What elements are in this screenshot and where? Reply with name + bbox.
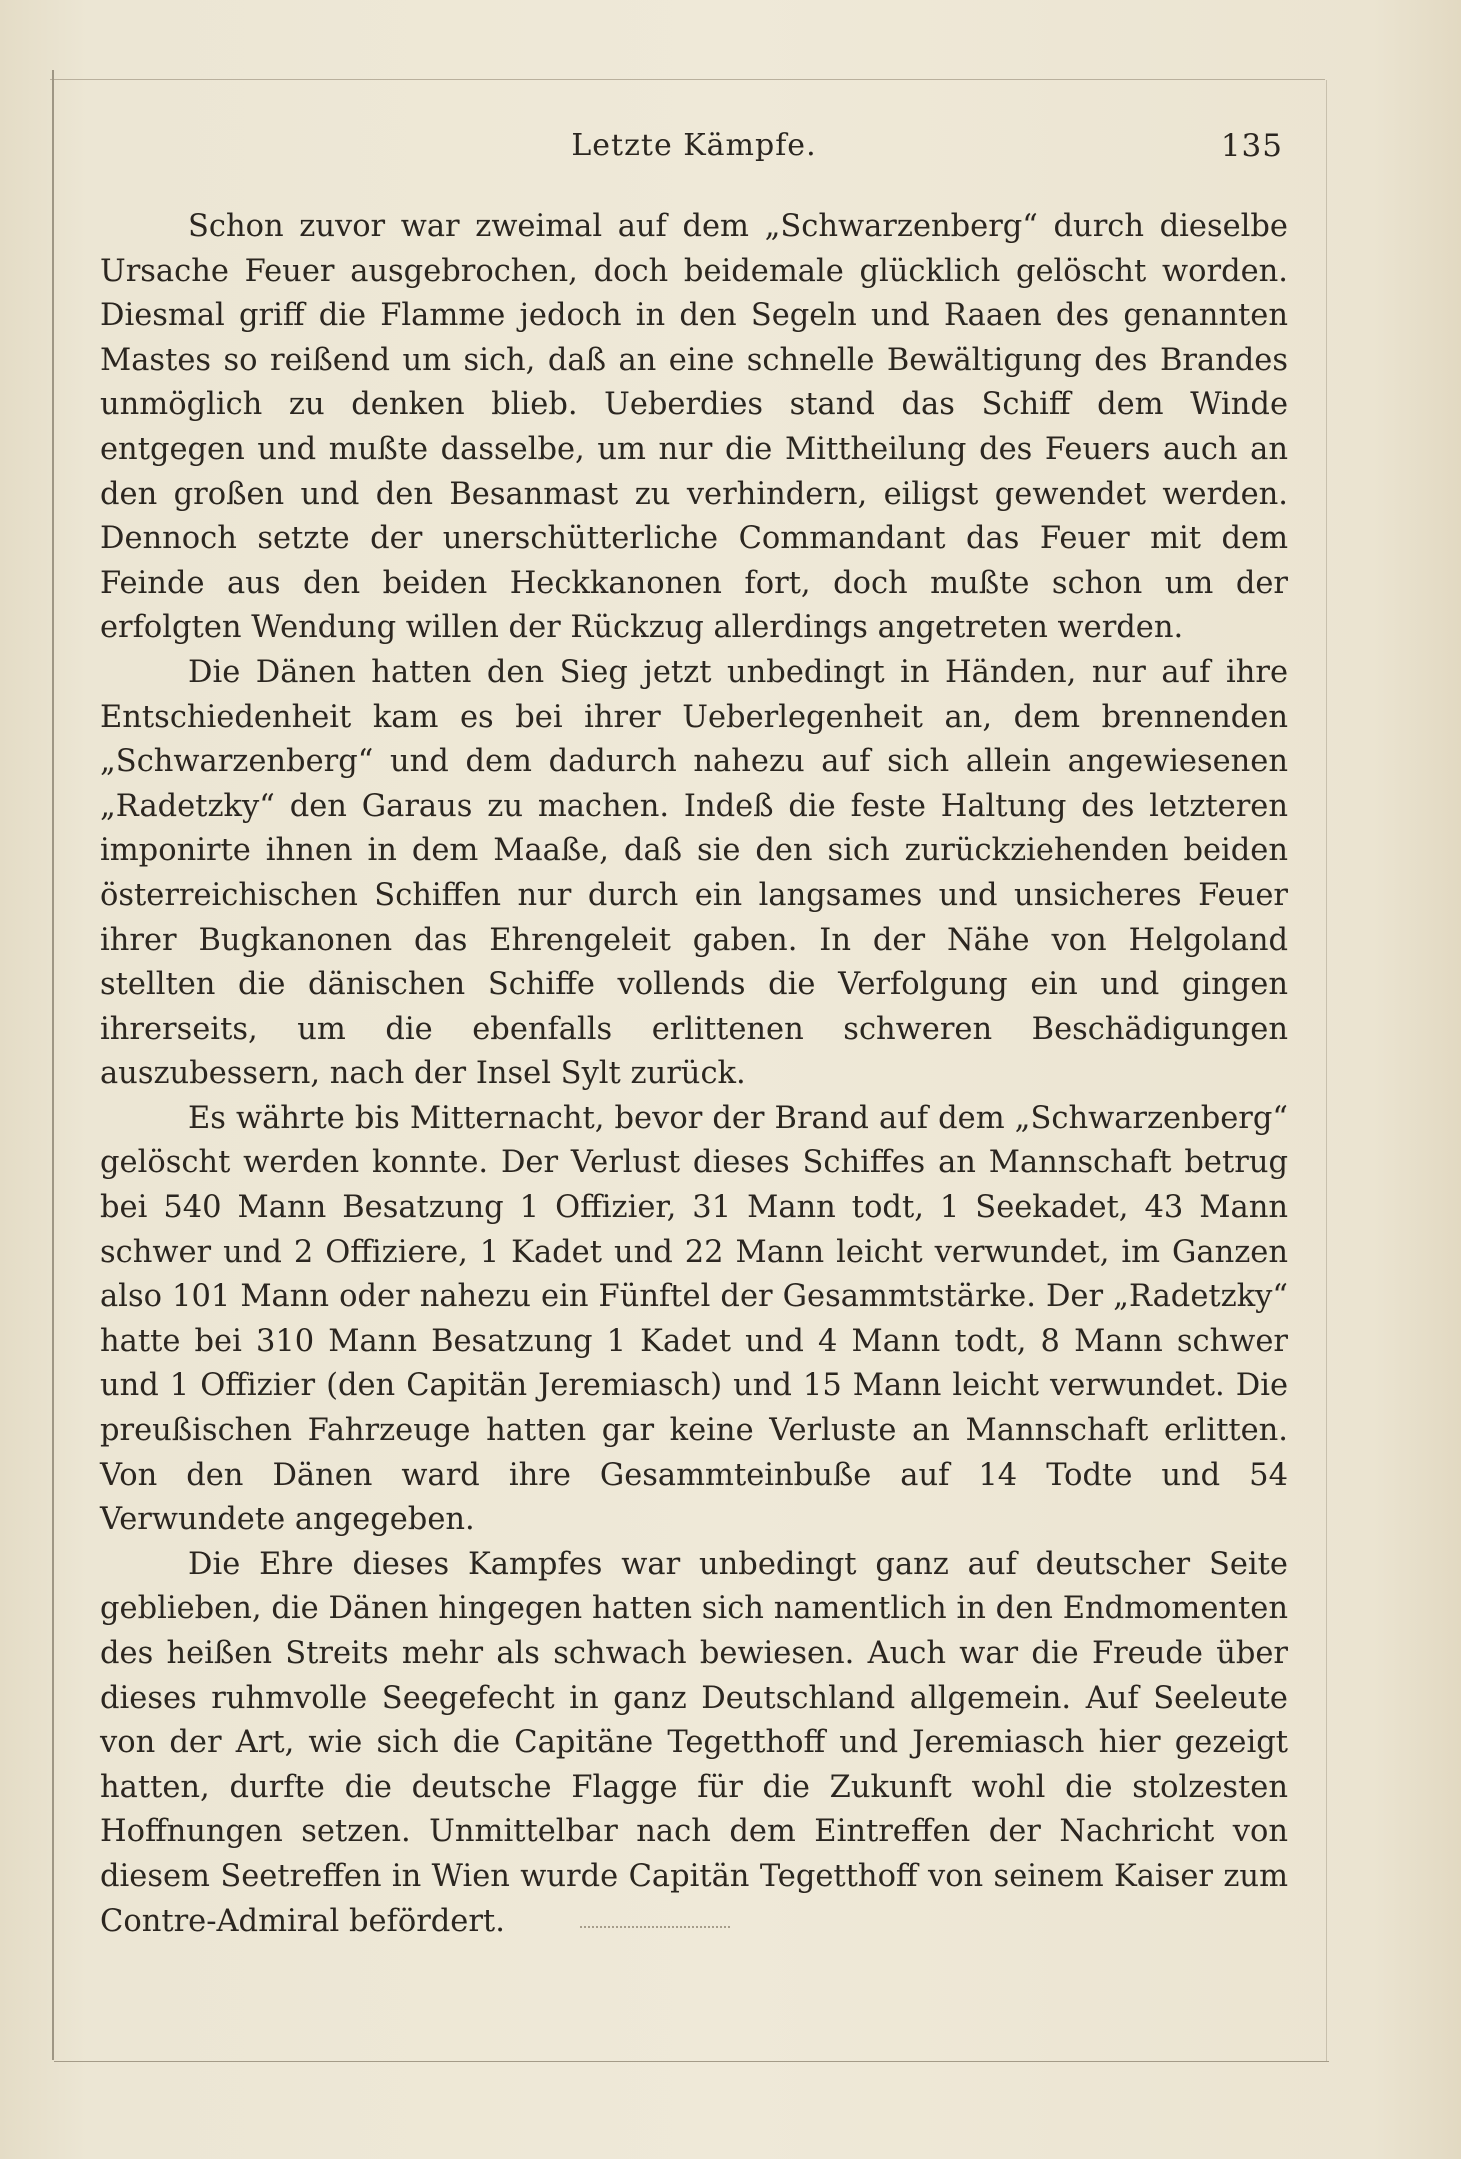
paragraph-4: Die Ehre dieses Kampfes war unbedingt ganz auf deutscher Seite geblieben, die Dänen hingegen hatten sich namentlich in den Endmomenten des heißen Streits mehr als schwach bewiesen. Auch war die Freude über dieses ruhmvolle Seegefecht in ganz Deutschland allgemein. Auf Seeleute von der Art, wie sich die Capitäne Tegetthoff und Jeremiasch hier gezeigt hatten, durfte die deutsche Flagge für die Zukunft wohl die stolzesten Hoffnungen setzen. Unmittelbar nach dem Eintreffen der Nachricht von diesem Seetreffen in Wien wurde Capitän Tegetthoff von seinem Kaiser zum Contre-Admiral befördert.	[100, 1546, 1288, 1939]
paragraph-3: Es währte bis Mitternacht, bevor der Brand auf dem „Schwarzenberg“ gelöscht werden konnte. Der Verlust dieses Schiffes an Mannschaft betrug bei 540 Mann Besatzung 1 Offizier, 31 Mann todt, 1 Seekadet, 43 Mann schwer und 2 Offiziere, 1 Kadet und 22 Mann leicht verwundet, im Ganzen also 101 Mann oder nahezu ein Fünftel der Gesammtstärke. Der „Radetzky“ hatte bei 310 Mann Besatzung 1 Kadet und 4 Mann todt, 8 Mann schwer und 1 Offizier (den Capitän Jeremiasch) und 15 Mann leicht verwundet. Die preußischen Fahrzeuge hatten gar keine Verluste an Mannschaft erlitten. Von den Dänen ward ihre Gesammteinbuße auf 14 Todte und 54 Verwundete angegeben.	[100, 1100, 1288, 1538]
page-frame-right	[1326, 80, 1327, 2062]
running-title: Letzte Kämpfe.	[571, 128, 817, 163]
page-frame-left	[52, 70, 54, 2060]
body-text	[100, 205, 1288, 1944]
page-number: 135	[1220, 128, 1283, 164]
paragraph-2: Die Dänen hatten den Sieg jetzt unbedingt in Händen, nur auf ihre Entschiedenheit kam es bei ihrer Ueberlegenheit an, dem brennenden „Schwarzenberg“ und dem dadurch nahezu auf sich allein angewiesenen „Radetzky“ den Garaus zu machen. Indeß die feste Haltung des letzteren imponirte ihnen in dem Maaße, daß sie den sich zurückziehenden beiden österreichischen Schiffen nur durch ein langsames und unsicheres Feuer ihrer Bugkanonen das Ehrengeleit gaben. In der Nähe von Helgoland stellten die dänischen Schiffe vollends die Verfolgung ein und gingen ihrerseits, um die ebenfalls erlittenen schweren Beschädigungen auszubessern, nach der Insel Sylt zurück.	[100, 654, 1288, 1092]
page-frame-bottom	[54, 2061, 1329, 2062]
page-header	[100, 128, 1288, 172]
page-frame-top	[50, 79, 1325, 80]
paragraph-1: Schon zuvor war zweimal auf dem „Schwarzenberg“ durch dieselbe Ursache Feuer ausgebrochen, doch beidemale glücklich gelöscht worden. Diesmal griff die Flamme jedoch in den Segeln und Raaen des genannten Mastes so reißend um sich, daß an eine schnelle Bewältigung des Brandes unmöglich zu denken blieb. Ueberdies stand das Schiff dem Winde entgegen und mußte dasselbe, um nur die Mittheilung des Feuers auch an den großen und den Besanmast zu verhindern, eiligst gewendet werden. Dennoch setzte der unerschütterliche Commandant das Feuer mit dem Feinde aus den beiden Heckkanonen fort, doch mußte schon um der erfolgten Wendung willen der Rückzug allerdings angetreten werden.	[100, 209, 1288, 646]
end-ornament-rule	[580, 1926, 730, 1928]
